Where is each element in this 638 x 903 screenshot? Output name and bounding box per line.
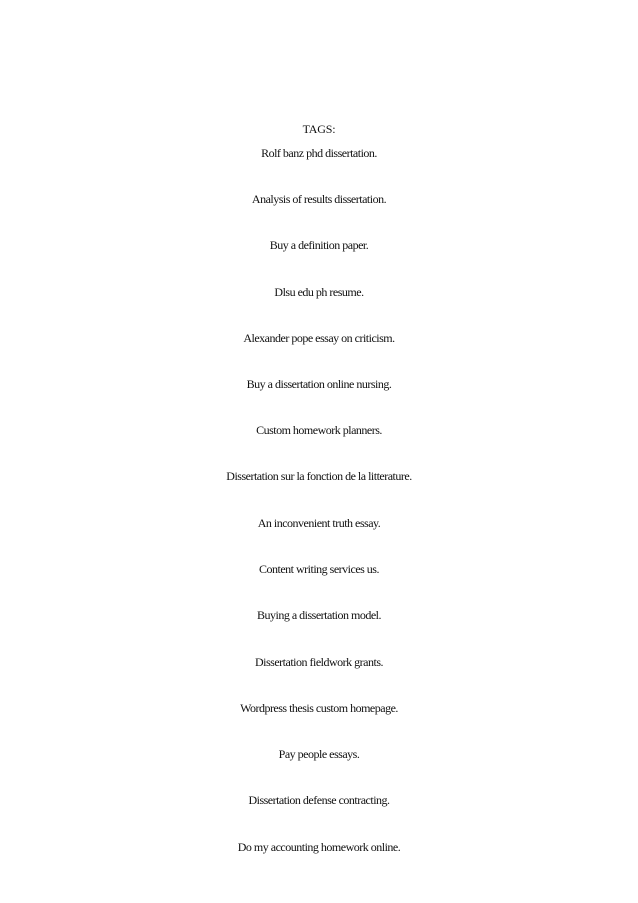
- tag-item: Pay people essays.: [278, 747, 360, 761]
- tag-item: Custom homework planners.: [256, 423, 382, 437]
- tag-item: Alexander pope essay on criticism.: [243, 331, 395, 345]
- tag-item: Dissertation sur la fonction de la litterature.: [226, 469, 412, 483]
- tag-item: Rolf banz phd dissertation.: [261, 146, 377, 160]
- tag-item: Content writing services us.: [259, 562, 379, 576]
- tag-item: Buy a definition paper.: [269, 238, 369, 252]
- tags-heading: TAGS:: [302, 122, 336, 136]
- tag-item: An inconvenient truth essay.: [257, 516, 381, 530]
- tag-item: Dlsu edu ph resume.: [274, 285, 364, 299]
- tag-item: Wordpress thesis custom homepage.: [240, 701, 398, 715]
- tag-item: Dissertation defense contracting.: [248, 793, 390, 807]
- tag-item: Do my accounting homework online.: [237, 840, 401, 854]
- tag-item: Buy a dissertation online nursing.: [246, 377, 392, 391]
- tag-item: Buying a dissertation model.: [257, 608, 381, 622]
- tag-item: Analysis of results dissertation.: [251, 192, 387, 206]
- tag-item: Dissertation fieldwork grants.: [255, 655, 383, 669]
